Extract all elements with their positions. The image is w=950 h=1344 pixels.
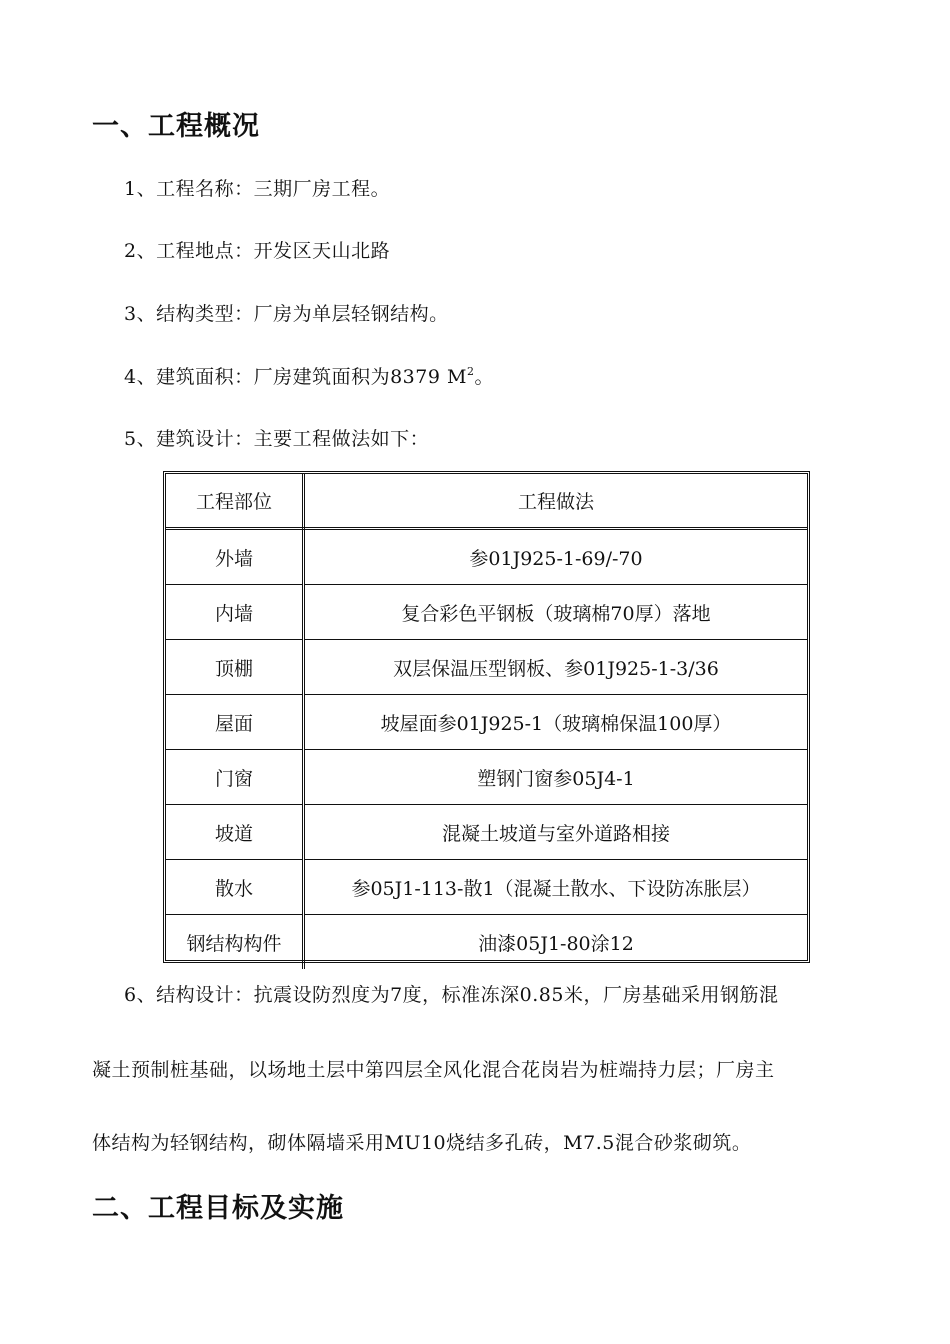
table-row — [166, 805, 807, 860]
item-project-name: 1、工程名称：三期厂房工程。 — [124, 178, 391, 200]
construction-methods-table — [163, 471, 810, 963]
item-project-location: 2、工程地点：开发区天山北路 — [124, 240, 391, 262]
table-cell-method: 混凝土坡道与室外道路相接 — [304, 805, 808, 860]
table-row — [166, 529, 807, 585]
table-cell-method: 参01J925-1-69/-70 — [304, 529, 808, 585]
table-row — [166, 585, 807, 640]
table-cell-method: 参05J1-113-散1（混凝土散水、下设防冻胀层） — [304, 860, 808, 915]
table-cell-part: 屋面 — [166, 695, 304, 750]
table-header-part: 工程部位 — [166, 474, 304, 529]
section-heading-goals: 二、工程目标及实施 — [92, 1193, 344, 1224]
table-cell-method: 油漆05J1-80涂12 — [304, 915, 808, 970]
table-row — [166, 860, 807, 915]
section-heading-overview: 一、工程概况 — [92, 111, 260, 142]
table-cell-part: 门窗 — [166, 750, 304, 805]
item-building-area-suffix: 。 — [474, 366, 494, 388]
item-building-area-text: 4、建筑面积：厂房建筑面积为8379 M — [124, 366, 467, 388]
item-building-area — [124, 362, 494, 389]
item-structure-type: 3、结构类型：厂房为单层轻钢结构。 — [124, 303, 449, 325]
table-header-method: 工程做法 — [304, 474, 808, 529]
table-cell-part: 顶棚 — [166, 640, 304, 695]
item-structural-design-line3: 体结构为轻钢结构，砌体隔墙采用MU10烧结多孔砖，M7.5混合砂浆砌筑。 — [92, 1132, 752, 1154]
table-cell-part: 钢结构构件 — [166, 915, 304, 970]
table-row — [166, 640, 807, 695]
item-structural-design-line1: 6、结构设计：抗震设防烈度为7度，标准冻深0.85米，厂房基础采用钢筋混 — [124, 984, 779, 1006]
table-header-row — [166, 474, 807, 529]
table-row — [166, 695, 807, 750]
table-cell-part: 坡道 — [166, 805, 304, 860]
table-cell-method: 复合彩色平钢板（玻璃棉70厚）落地 — [304, 585, 808, 640]
table-cell-part: 外墙 — [166, 529, 304, 585]
table-cell-method: 坡屋面参01J925-1（玻璃棉保温100厚） — [304, 695, 808, 750]
table-cell-method: 双层保温压型钢板、参01J925-1-3/36 — [304, 640, 808, 695]
table-cell-part: 散水 — [166, 860, 304, 915]
table-cell-part: 内墙 — [166, 585, 304, 640]
table-cell-method: 塑钢门窗参05J4-1 — [304, 750, 808, 805]
item-structural-design-line2: 凝土预制桩基础，以场地土层中第四层全风化混合花岗岩为桩端持力层；厂房主 — [92, 1059, 775, 1081]
table-row — [166, 750, 807, 805]
table-row — [166, 915, 807, 970]
item-architectural-design: 5、建筑设计：主要工程做法如下： — [124, 428, 430, 450]
superscript-2: 2 — [466, 365, 475, 378]
